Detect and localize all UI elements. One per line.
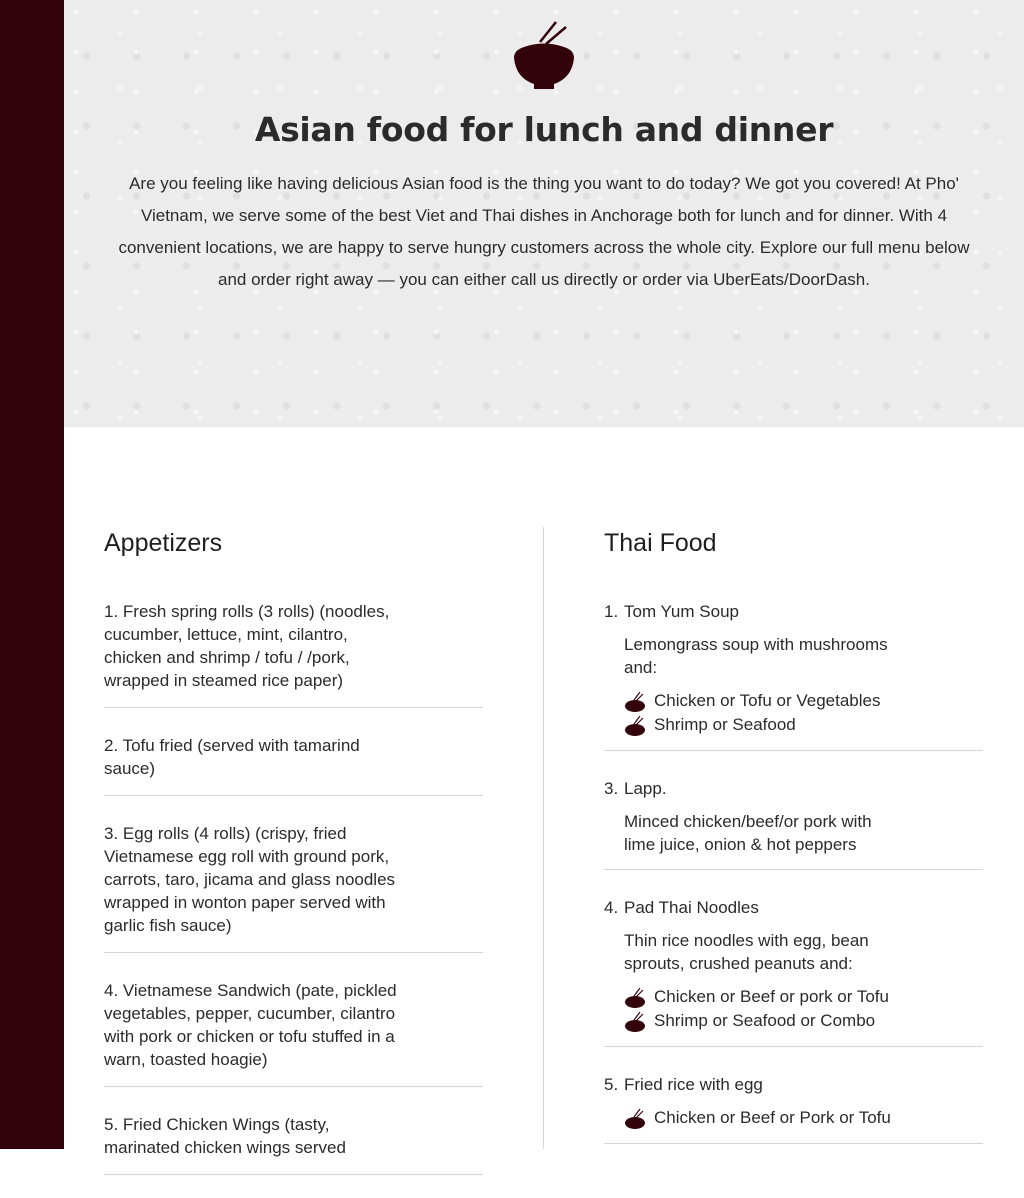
menu-item-title — [604, 1073, 983, 1096]
column-divider — [543, 527, 544, 1149]
item-name: Fried rice with egg — [624, 1075, 763, 1094]
item-name: Tom Yum Soup — [624, 602, 739, 621]
item-description: Lemongrass soup with mushrooms and: — [624, 635, 888, 677]
rice-bowl-icon — [624, 987, 646, 1009]
menu-item — [104, 597, 483, 708]
menu-item-text: 5. Fried Chicken Wings (tasty, marinated chicken wings served — [104, 1115, 346, 1157]
rice-bowl-icon — [510, 20, 578, 90]
option-text: Shrimp or Seafood or Combo — [654, 1011, 876, 1030]
item-number: 1. — [604, 602, 619, 621]
item-number: 3. — [604, 779, 619, 798]
menu-item — [604, 893, 983, 1047]
menu-item-text: 2. Tofu fried (served with tamarind sauce) — [104, 736, 360, 778]
option-text: Chicken or Beef or pork or Tofu — [654, 987, 889, 1006]
menu-item — [104, 976, 483, 1087]
option-list — [624, 1106, 983, 1129]
rice-bowl-icon — [624, 691, 646, 713]
section-title: Thai Food — [604, 529, 717, 557]
thai-list — [604, 597, 983, 1144]
rice-bowl-icon — [624, 1011, 646, 1033]
appetizer-list — [104, 597, 483, 1175]
option-item — [624, 1009, 914, 1032]
menu-item — [604, 1070, 983, 1144]
option-text: Chicken or Tofu or Vegetables — [654, 691, 881, 710]
menu-item — [104, 1110, 483, 1175]
intro-paragraph: Are you feeling like having delicious Asian food is the thing you want to do today? We got you covered! At Pho' Vietnam, we serve some of the best Viet and Thai dishes in Anchorage both for lunch and for dinner. With 4 convenient locations, we are happy to serve hungry customers across the whole city. Explore our full menu below and order right away — you can either call us directly or order via UberEats/DoorDash. — [118, 174, 970, 289]
item-description: Thin rice noodles with egg, bean sprouts, crushed peanuts and: — [624, 931, 869, 973]
item-name: Pad Thai Noodles — [624, 898, 759, 917]
menu-item-text: 4. Vietnamese Sandwich (pate, pickled vegetables, pepper, cucumber, cilantro with pork or chicken or tofu stuffed in a warn, toasted hoagie) — [104, 981, 397, 1069]
appetizers-section — [104, 527, 483, 1198]
menu-item-title — [604, 896, 983, 919]
item-number: 4. — [604, 898, 619, 917]
item-description: Minced chicken/beef/or pork with lime juice, onion & hot peppers — [624, 812, 872, 854]
rice-bowl-icon — [624, 715, 646, 737]
option-item — [624, 713, 914, 736]
option-list — [624, 985, 983, 1032]
option-text: Shrimp or Seafood — [654, 715, 796, 734]
thai-food-section — [604, 527, 983, 1167]
option-item — [624, 1106, 914, 1129]
page-title: Asian food for lunch and dinner — [254, 110, 834, 149]
option-list — [624, 689, 983, 736]
menu-item-title — [604, 600, 983, 623]
menu-item — [104, 819, 483, 953]
rice-bowl-icon — [624, 1108, 646, 1130]
option-item — [624, 689, 914, 712]
hero-section — [64, 0, 1024, 427]
option-item — [624, 985, 914, 1008]
sidebar — [0, 0, 64, 1149]
menu-item — [604, 597, 983, 751]
menu-item-text: 3. Egg rolls (4 rolls) (crispy, fried Vietnamese egg roll with ground pork, carrots, taro, jicama and glass noodles wrapped in wonton paper served with garlic fish sauce) — [104, 824, 396, 935]
menu-item-text: 1. Fresh spring rolls (3 rolls) (noodles, cucumber, lettuce, mint, cilantro, chicken and shrimp / tofu / /pork, wrapped in steamed rice paper) — [104, 602, 390, 690]
section-title: Appetizers — [104, 529, 223, 557]
menu-item-title — [604, 777, 983, 800]
option-text: Chicken or Beef or Pork or Tofu — [654, 1108, 891, 1127]
menu-item — [604, 774, 983, 870]
item-number: 5. — [604, 1075, 619, 1094]
menu-item — [104, 731, 483, 796]
item-name: Lapp. — [624, 779, 667, 798]
